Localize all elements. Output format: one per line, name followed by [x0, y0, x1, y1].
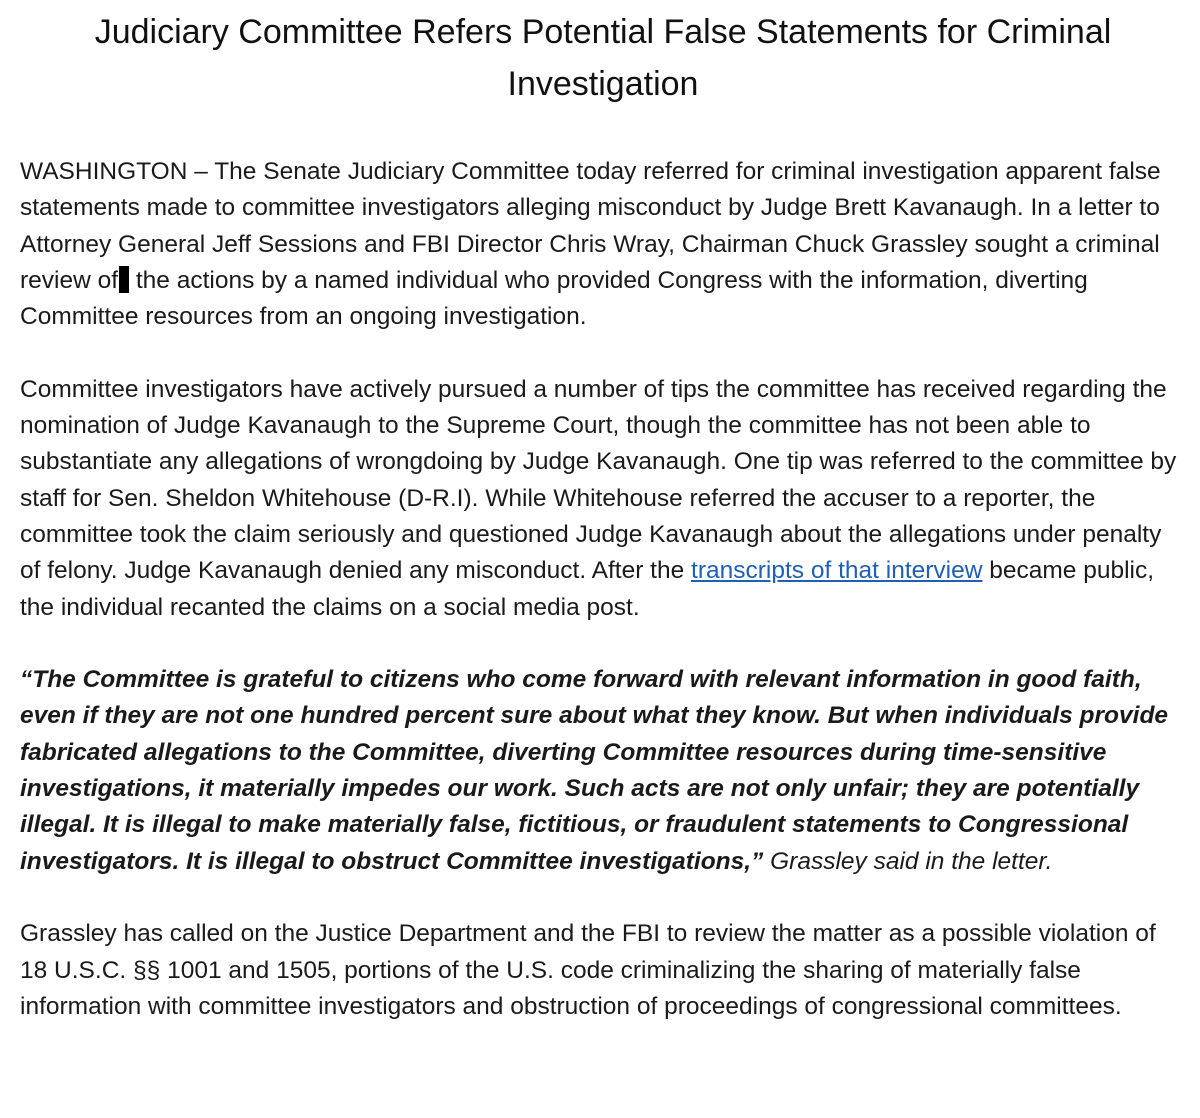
- paragraph-referral: Grassley has called on the Justice Department and the FBI to review the matter as a possible violation of 18 U.S.C. §§ 1001 and 1505, portions of the U.S. code criminalizing the sharing of materially false information with committee investigators and obstruction of proceedings of congressional committees.: [20, 920, 1156, 1020]
- paragraph-quote: [20, 662, 1186, 880]
- quote-attribution: Grassley said in the letter.: [763, 847, 1053, 875]
- grassley-quote: “The Committee is grateful to citizens who come forward with relevant information in good faith, even if they are not one hundred percent sure about what they know. But when individuals provide fabricated allegations to the Committee, diverting Committee resources during time-sensitive investigations, it materially impedes our work. Such acts are not only unfair; they are potentially illegal. It is illegal to make materially false, fictitious, or fraudulent statements to Congressional investigators. It is illegal to obstruct Committee investigations,”: [20, 666, 1169, 875]
- paragraph-investigation-text-a: Committee investigators have actively pursued a number of tips the committee has received regarding the nomination of Judge Kavanaugh to the Supreme Court, though the committee has not been able to substantiate any allegations of wrongdoing by Judge Kavanaugh. One tip was referred to the committee by staff for Sen. Sheldon Whitehouse (D-R.I). While Whitehouse referred the accuser to a reporter, the committee took the claim seriously and questioned Judge Kavanaugh about the allegations under penalty of felony. Judge Kavanaugh denied any misconduct. After the: [20, 375, 1177, 585]
- page-title: Judiciary Committee Refers Potential False Statements for Criminal Investigation: [94, 13, 1112, 103]
- dateline: WASHINGTON: [20, 158, 188, 185]
- paragraph-investigation: [20, 372, 1186, 626]
- transcripts-link[interactable]: transcripts of that interview: [691, 557, 983, 585]
- paragraph-intro-text-b: the actions by a named individual who provided Congress with the information, diverting Committee resources from an ongoing investigation.: [20, 266, 1088, 331]
- paragraph-intro: [20, 154, 1186, 335]
- paragraph-investigation-text-b: became public, the individual recanted the claims on a social media post.: [20, 557, 1155, 621]
- paragraph-intro-text-a: – The Senate Judiciary Committee today referred for criminal investigation apparent false statements made to committee investigators alleging misconduct by Judge Brett Kavanaugh. In a letter to Attorney General Jeff Sessions and FBI Director Chris Wray, Chairman Chuck Grassley sought a criminal review of: [20, 158, 1161, 294]
- text-cursor: [119, 266, 129, 293]
